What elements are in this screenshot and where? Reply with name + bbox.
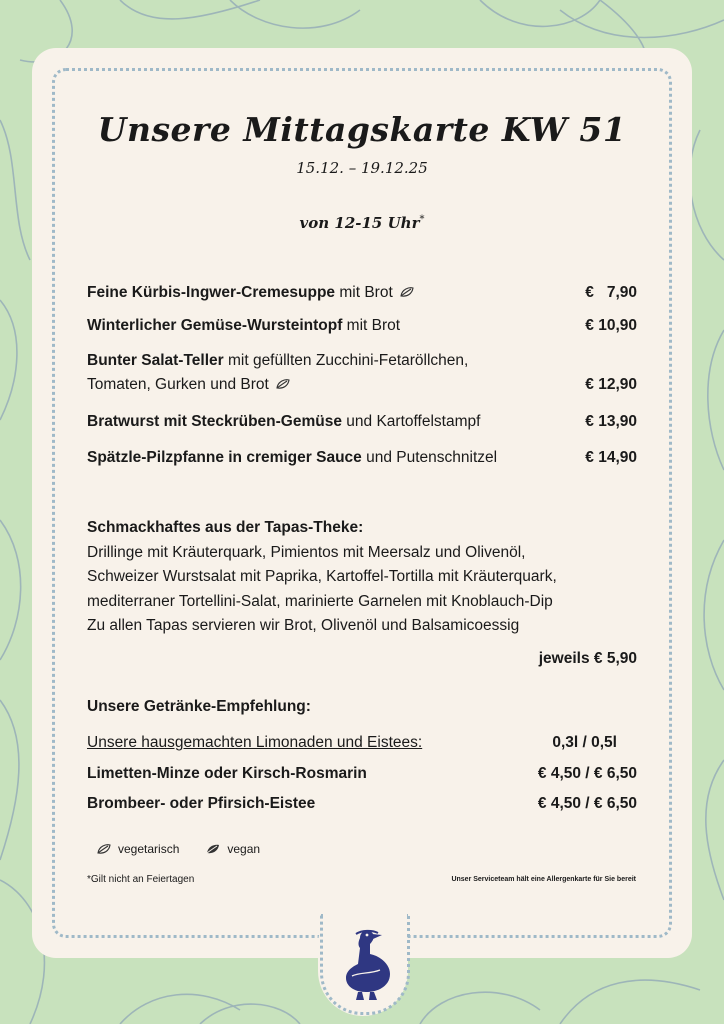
menu-price: € 14,90 [585,449,637,466]
tapas-line: mediterraner Tortellini-Salat, marinierte Garnelen mit Knoblauch-Dip [87,592,553,610]
diet-legend [96,842,260,856]
menu-item: Feine Kürbis-Ingwer-Cremesuppe mit Brot € 7,90 [87,281,637,305]
menu-item: Bunter Salat-Teller mit gefüllten Zucchini-Fetaröllchen, Tomaten, Gurken und Brot € 12,90 [87,349,637,397]
tapas-line: Zu allen Tapas servieren wir Brot, Olivenöl und Balsamicoessig [87,617,520,634]
vegan-leaf-icon [205,843,221,855]
drink-price: € 4,50 / € 6,50 [537,795,637,812]
allergen-note: Unser Serviceteam hält eine Allergenkarte für Sie bereit [451,876,636,883]
tapas-heading: Schmackhaftes aus der Tapas-Theke: [87,519,364,536]
vegetarian-leaf-icon [275,378,291,390]
drinks-heading: Unsere Getränke-Empfehlung: [87,698,311,715]
menu-item: Spätzle-Pilzpfanne in cremiger Sauce und Putenschnitzel € 14,90 [87,446,637,470]
vegetarian-leaf-icon [96,843,112,855]
menu-item: Bratwurst mit Steckrüben-Gemüse und Kartoffelstampf € 13,90 [87,410,637,434]
menu-price: € 10,90 [585,317,637,334]
menu-price: € 13,90 [585,413,637,430]
page-title: Unsere Mittagskarte KW 51 [97,110,627,149]
drink-price: € 4,50 / € 6,50 [537,765,637,782]
tapas-line: Schweizer Wurstsalat mit Paprika, Kartoffel-Tortilla mit Kräuterquark, [87,568,557,585]
menu-card [32,48,692,958]
drink-sizes: 0,3l / 0,5l [552,734,617,751]
duck-logo-icon [336,924,396,1004]
holiday-note: *Gilt nicht an Feiertagen [87,874,195,885]
menu-price: € 12,90 [585,376,637,393]
vegetarian-leaf-icon [399,286,415,298]
legend-vegan: vegan [227,842,261,856]
tapas-line: Drillinge mit Kräuterquark, Pimientos mit Meersalz und Olivenöl, [87,543,526,561]
menu-price: € 7,90 [585,284,637,301]
tapas-price: jeweils € 5,90 [538,650,637,667]
serving-hours: von 12-15 Uhr* [299,214,425,232]
legend-vegetarian: vegetarisch [118,842,180,856]
menu-item: Winterlicher Gemüse-Wursteintopf mit Brot € 10,90 [87,314,637,338]
week-dates: 15.12. – 19.12.25 [296,159,428,177]
drinks-subheading: Unsere hausgemachten Limonaden und Eistees: [87,734,423,751]
tapas-section [87,516,647,639]
